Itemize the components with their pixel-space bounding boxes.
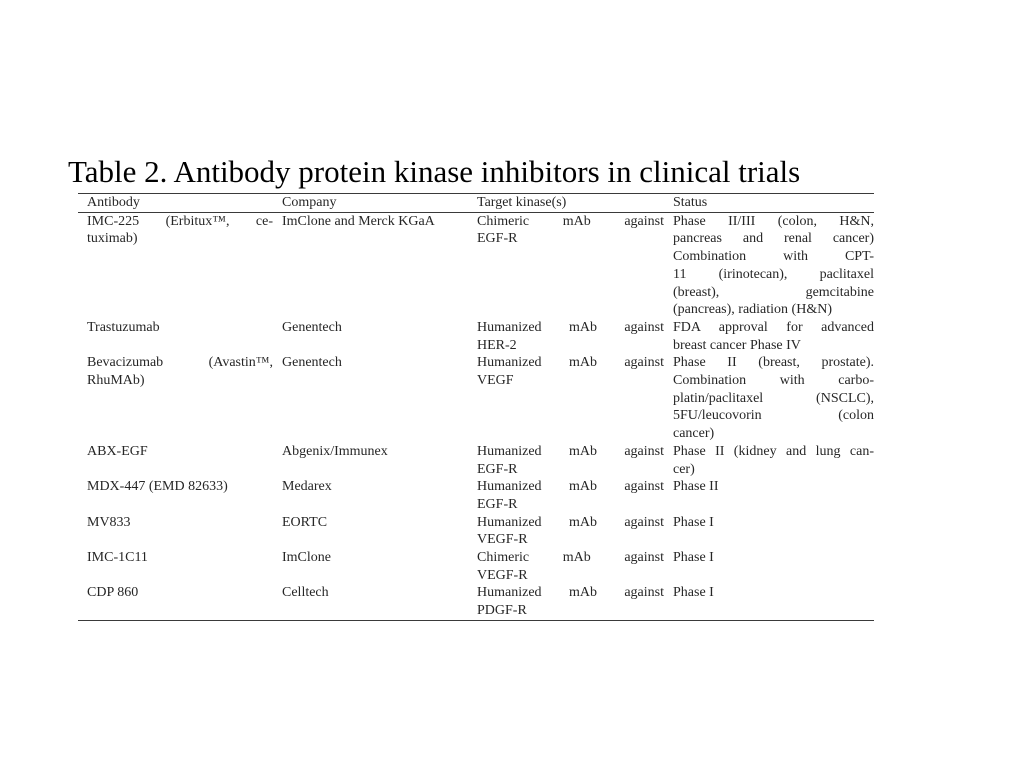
cell-status [664,549,874,584]
cell-company [273,443,468,478]
cell-target-kinase [468,319,664,354]
table-row [78,478,874,513]
cell-line: platin/paclitaxel (NSCLC), [673,390,874,406]
cell-line: Phase I [673,585,714,601]
cell-line: MDX-447 (EMD 82633) [87,479,228,495]
cell-line: Phase II/III (colon, H&N, [673,213,874,229]
cell-status [664,319,874,354]
table-row [78,212,874,319]
header-target-kinase: Target kinase(s) [477,195,567,210]
cell-status [664,514,874,549]
cell-line: Phase II [673,479,719,495]
cell-line: IMC-225 (Erbitux™, ce- [87,213,273,229]
cell-line: (pancreas), radiation (H&N) [673,302,832,318]
cell-line: PDGF-R [477,603,527,619]
cell-target-kinase [468,584,664,620]
cell-line: Humanized mAb against [477,585,664,601]
header-company: Company [282,195,337,210]
cell-line: 5FU/leucovorin (colon [673,408,874,424]
cell-line: Humanized mAb against [477,514,664,530]
table-row [78,584,874,620]
cell-line: RhuMAb) [87,373,145,389]
cell-status [664,478,874,513]
cell-company [273,549,468,584]
cell-line: ImClone [282,550,331,566]
cell-line: cancer) [673,426,715,442]
cell-company [273,478,468,513]
cell-target-kinase [468,212,664,319]
cell-line: breast cancer Phase IV [673,337,801,353]
cell-line: Abgenix/Immunex [282,443,388,459]
cell-target-kinase [468,549,664,584]
cell-company [273,354,468,443]
cell-antibody [78,319,273,354]
cell-line: Celltech [282,585,329,601]
cell-line: Humanized mAb against [477,443,664,459]
cell-line: Chimeric mAb against [477,550,664,566]
cell-line: Phase I [673,514,714,530]
cell-target-kinase [468,478,664,513]
cell-antibody [78,354,273,443]
cell-line: cer) [673,461,695,477]
cell-line: Phase II (kidney and lung can- [673,443,874,459]
cell-antibody [78,443,273,478]
cell-line: EORTC [282,514,328,530]
cell-antibody [78,212,273,319]
cell-target-kinase [468,354,664,443]
cell-line: EGF-R [477,496,518,512]
cell-status [664,354,874,443]
cell-antibody [78,478,273,513]
table-row [78,354,874,443]
cell-antibody [78,549,273,584]
cell-target-kinase [468,443,664,478]
cell-line: Combination with CPT- [673,249,874,265]
cell-line: VEGF [477,373,514,389]
cell-line: 11 (irinotecan), paclitaxel [673,266,874,282]
cell-line: Genentech [282,319,342,335]
table-header-row [78,194,874,213]
cell-status [664,584,874,620]
table-header [78,194,874,213]
cell-line: Genentech [282,355,342,371]
cell-line: Phase I [673,550,714,566]
cell-line: VEGF-R [477,567,528,583]
header-status: Status [673,195,708,210]
cell-line: MV833 [87,514,131,530]
cell-line: Humanized mAb against [477,479,664,495]
cell-line: EGF-R [477,461,518,477]
cell-line: Bevacizumab (Avastin™, [87,355,273,371]
cell-antibody [78,514,273,549]
antibody-table [78,193,874,621]
cell-line: EGF-R [477,231,518,247]
cell-line: Humanized mAb against [477,319,664,335]
cell-company [273,514,468,549]
cell-target-kinase [468,514,664,549]
cell-line: pancreas and renal cancer) [673,231,874,247]
cell-line: ImClone and Merck KGaA [282,213,435,229]
cell-line: VEGF-R [477,532,528,548]
cell-company [273,212,468,319]
cell-status [664,443,874,478]
cell-line: FDA approval for advanced [673,319,874,335]
cell-line: Chimeric mAb against [477,213,664,229]
cell-line: Phase II (breast, prostate). [673,355,874,371]
cell-line: Medarex [282,479,332,495]
cell-line: CDP 860 [87,585,139,601]
cell-line: Humanized mAb against [477,355,664,371]
cell-status [664,212,874,319]
cell-antibody [78,584,273,620]
table-row [78,319,874,354]
cell-line: IMC-1C11 [87,550,148,566]
table-body [78,212,874,620]
antibody-table-container [78,193,874,621]
table-row [78,443,874,478]
cell-company [273,584,468,620]
cell-line: HER-2 [477,337,517,353]
table-row [78,514,874,549]
cell-company [273,319,468,354]
table-row [78,549,874,584]
header-antibody: Antibody [87,195,140,210]
slide-title: Table 2. Antibody protein kinase inhibitors in clinical trials [68,154,801,189]
cell-line: tuximab) [87,231,138,247]
cell-line: Combination with carbo- [673,373,874,389]
cell-line: ABX-EGF [87,443,148,459]
cell-line: (breast), gemcitabine [673,284,874,300]
cell-line: Trastuzumab [87,319,160,335]
